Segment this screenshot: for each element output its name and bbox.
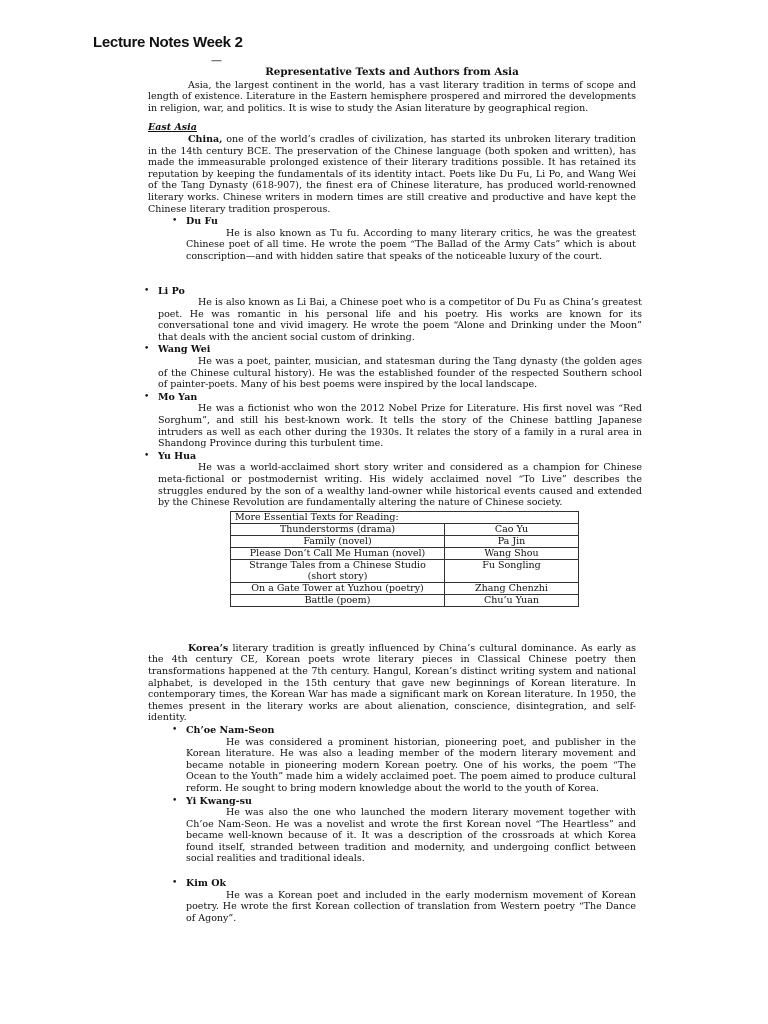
document-body (144, 66, 642, 924)
table-row (231, 582, 579, 594)
table-cell-author: Chu’u Yuan (445, 594, 579, 606)
author-description: He was a Korean poet and included in the early modernism movement of Korean poetry. He wrote the first Korean collection of translation from Western poetry “The Dance of Agony”. (186, 889, 636, 924)
bullet: • (144, 285, 150, 296)
table-cell-title: Please Don’t Call Me Human (novel) (231, 547, 445, 559)
table-cell-title: Strange Tales from a Chinese Studio (short story) (231, 559, 445, 582)
author-mo-yan (120, 392, 642, 450)
reading-table (230, 511, 579, 607)
table-cell-author: Pa Jin (445, 535, 579, 547)
author-choe-nam-seon (148, 725, 636, 795)
bullet: • (144, 344, 150, 355)
author-name: Wang Wei (158, 344, 211, 356)
section-heading: East Asia (148, 122, 197, 134)
bullet: • (172, 878, 178, 889)
author-name: Kim Ok (186, 878, 227, 890)
table-cell-title: Family (novel) (231, 535, 445, 547)
bullet: • (172, 724, 178, 735)
bullet: • (172, 216, 178, 227)
table-cell-author: Zhang Chenzhi (445, 582, 579, 594)
table-cell-title: On a Gate Tower at Yuzhou (poetry) (231, 582, 445, 594)
bullet: • (144, 391, 150, 402)
china-text: one of the world’s cradles of civilization, has started its unbroken literary tradition in the 14th century BCE. The preservation of the Chinese language (both spoken and written), has made the immeasurable prolonged existence of their literary traditions possible. It has retained its reputation by keeping the fundamentals of its identity intact. Poets like Du Fu, Li Po, and Wang Wei of the Tang Dynasty (618-907), the finest era of Chinese literature, has produced world-renowned literary works. Chinese writers in modern times are still creative and productive and have kept the Chinese literary tradition prosperous. (148, 133, 636, 215)
author-description: He was also the one who launched the modern literary movement together with Ch’oe Nam-Seon. He was a novelist and wrote the first Korean novel “The Heartless” and became well-known because of it. It was a description of the crossroads at which Korea found itself, stranded between tradition and modernity, and undergoing conflict between social realities and traditional ideals. (186, 807, 636, 865)
korea-text: literary tradition is greatly influenced by China’s cultural dominance. As early as the 4th century CE, Korean poets wrote literary pieces in Classical Chinese poetry then transformations happened at the 7th century. Hangul, Korean’s distinct writing system and national alphabet, is developed in the 15th century that gave new beginnings of Korean literature. In contemporary times, the Korean War has made a significant mark on Korean literature. In 1950, the themes present in the literary works are about alienation, conscience, disintegration, and self- identity. (148, 642, 636, 724)
header-dash: — (211, 54, 222, 67)
author-li-po (120, 286, 642, 344)
table-row (231, 535, 579, 547)
author-name: Li Po (158, 285, 185, 297)
author-description: He is also known as Tu fu. According to many literary critics, he was the greatest Chinese poet of all time. He wrote the poem “The Ballad of the Army Cats” which is about conscription—and with hidden satire that speaks of the noticeable luxury of the court. (186, 227, 636, 262)
table-header-row (231, 511, 579, 523)
table-row (231, 547, 579, 559)
intro-paragraph: Asia, the largest continent in the world, has a vast literary tradition in terms of scope and length of existence. Literature in the Eastern hemisphere prospered and mirrored the developments in religion, war, and politics. It is wise to study the Asian literature by geographical region. (148, 79, 636, 114)
author-name: Mo Yan (158, 391, 198, 403)
table-row (231, 594, 579, 606)
author-wang-wei (120, 344, 642, 390)
china-lead: China, (188, 133, 223, 145)
author-description: He was a world-acclaimed short story writer and considered as a champion for Chinese meta-fictional or postmodernist writing. His widely acclaimed novel “To Live” describes the struggles endured by the son of a wealthy land-owner while historical events caused and extended by the Chinese Revolution are fundamentally altering the nature of Chinese society. (158, 462, 642, 509)
author-description: He was a fictionist who won the 2012 Nobel Prize for Literature. His first novel was “Red Sorghum”, and still his best-known work. It tells the story of the Chinese battling Japanese intruders as well as each other during the 1930s. It relates the story of a family in a rural area in Shandong Province during this turbulent time. (158, 403, 642, 450)
document-title: Representative Texts and Authors from Asia (265, 66, 519, 78)
author-name: Du Fu (186, 216, 218, 228)
china-paragraph (148, 134, 636, 215)
table-cell-title: Thunderstorms (drama) (231, 523, 445, 535)
table-cell-author: Wang Shou (445, 547, 579, 559)
page-header: Lecture Notes Week 2 (93, 34, 243, 51)
author-kim-ok (148, 878, 636, 924)
author-description: He was a poet, painter, musician, and statesman during the Tang dynasty (the golden ages of the Chinese cultural history). He was the established founder of the respected Southern school of painter-poets. Many of his best poems were inspired by the local landscape. (158, 356, 642, 391)
table-row (231, 559, 579, 582)
table-cell-title: Battle (poem) (231, 594, 445, 606)
table-row (231, 523, 579, 535)
author-name: Yu Hua (158, 450, 197, 462)
bullet: • (144, 450, 150, 461)
korea-paragraph (148, 643, 636, 724)
korea-lead: Korea’s (188, 642, 229, 654)
author-name: Yi Kwang-su (186, 795, 252, 807)
table-header: More Essential Texts for Reading: (231, 511, 579, 523)
author-du-fu (148, 216, 636, 262)
table-cell-author: Fu Songling (445, 559, 579, 582)
author-yi-kwang-su (148, 796, 636, 866)
author-yu-hua (120, 451, 642, 509)
author-description: He is also known as Li Bai, a Chinese poet who is a competitor of Du Fu as China’s greatest poet. He was romantic in his personal life and his poetry. His works are known for its conversational tone and vivid imagery. He wrote the poem “Alone and Drinking under the Moon” that deals with the ancient social custom of drinking. (158, 297, 642, 343)
author-description: He was considered a prominent historian, pioneering poet, and publisher in the Korean literature. He was also a leading member of the modern literary movement and became notable in pioneering modern Korean poetry. One of his works, the poem “The Ocean to the Youth” made him a widely acclaimed poet. The poem aimed to produce cultural reform. He sought to bring modern knowledge about the world to the youth of Korea. (186, 736, 636, 794)
author-name: Ch’oe Nam-Seon (186, 724, 275, 736)
table-cell-author: Cao Yu (445, 523, 579, 535)
bullet: • (172, 795, 178, 806)
